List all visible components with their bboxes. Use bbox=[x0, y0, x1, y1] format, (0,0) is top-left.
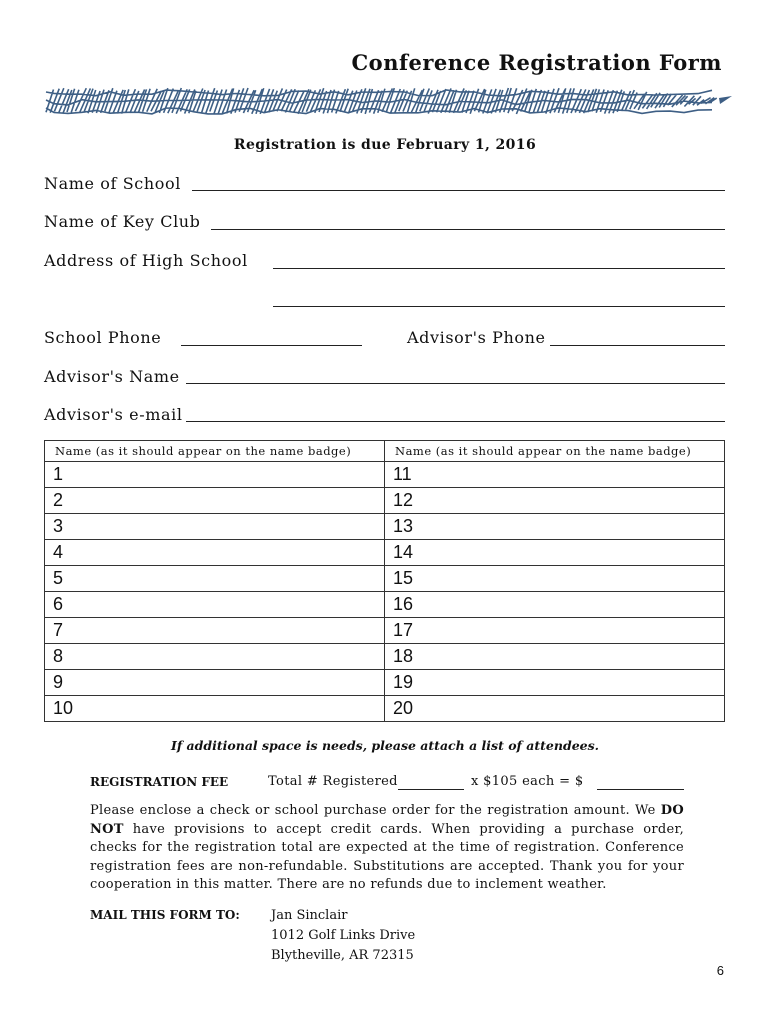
attendee-cell[interactable]: 15 bbox=[385, 566, 725, 592]
form-title: Conference Registration Form bbox=[351, 50, 722, 75]
mailing-address bbox=[271, 906, 415, 966]
mail-to-label: MAIL THIS FORM TO: bbox=[90, 908, 240, 922]
table-row bbox=[45, 514, 725, 540]
due-date-notice: Registration is due February 1, 2016 bbox=[233, 137, 537, 153]
scribble-stroke bbox=[46, 88, 717, 114]
right-column-header: Name (as it should appear on the name badge) bbox=[385, 441, 725, 462]
fee-multiplier-text: x $105 each = $ bbox=[471, 774, 584, 789]
total-registered-line[interactable] bbox=[398, 789, 464, 790]
attendee-cell[interactable]: 11 bbox=[385, 462, 725, 488]
table-row bbox=[45, 462, 725, 488]
attendee-cell[interactable]: 18 bbox=[385, 644, 725, 670]
total-registered-label: Total # Registered bbox=[268, 774, 398, 789]
table-row bbox=[45, 540, 725, 566]
attendee-cell[interactable]: 2 bbox=[45, 488, 385, 514]
attendee-names-table bbox=[44, 440, 725, 722]
table-row bbox=[45, 696, 725, 722]
mail-street: 1012 Golf Links Drive bbox=[271, 928, 416, 943]
left-column-header: Name (as it should appear on the name badge) bbox=[45, 441, 385, 462]
attendee-cell[interactable]: 5 bbox=[45, 566, 385, 592]
registration-fee-label: REGISTRATION FEE bbox=[90, 775, 229, 789]
address-line-1[interactable] bbox=[273, 268, 725, 269]
attendee-cell[interactable]: 19 bbox=[385, 670, 725, 696]
table-row bbox=[45, 566, 725, 592]
mail-recipient-name: Jan Sinclair bbox=[271, 908, 348, 923]
school-phone-label: School Phone bbox=[44, 328, 162, 347]
advisor-email-line[interactable] bbox=[186, 421, 725, 422]
address-label: Address of High School bbox=[44, 251, 248, 270]
table-row bbox=[45, 618, 725, 644]
advisor-email-label: Advisor's e-mail bbox=[44, 405, 183, 424]
address-line-2[interactable] bbox=[273, 306, 725, 307]
attendee-cell[interactable]: 3 bbox=[45, 514, 385, 540]
key-club-label: Name of Key Club bbox=[44, 212, 201, 231]
payment-text-1: Please enclose a check or school purchase order for the registration amount. We bbox=[90, 803, 661, 818]
page-number: 6 bbox=[716, 963, 724, 978]
attendee-cell[interactable]: 9 bbox=[45, 670, 385, 696]
attendee-cell[interactable]: 17 bbox=[385, 618, 725, 644]
table-row bbox=[45, 592, 725, 618]
advisor-phone-label: Advisor's Phone bbox=[407, 328, 546, 347]
attendee-cell[interactable]: 20 bbox=[385, 696, 725, 722]
table-row bbox=[45, 670, 725, 696]
decorative-scribble-banner bbox=[44, 84, 734, 118]
key-club-line[interactable] bbox=[211, 229, 725, 230]
attendee-cell[interactable]: 1 bbox=[45, 462, 385, 488]
fee-total-line[interactable] bbox=[597, 789, 684, 790]
attendee-cell[interactable]: 4 bbox=[45, 540, 385, 566]
attendee-cell[interactable]: 8 bbox=[45, 644, 385, 670]
payment-instructions bbox=[90, 802, 684, 895]
advisor-phone-line[interactable] bbox=[550, 345, 725, 346]
table-row bbox=[45, 488, 725, 514]
payment-text-2: have provisions to accept credit cards. When providing a purchase order, checks for the registration total are expected at the time of registration. Conference registration fees are non-refundable. Substitutions are accepted. Thank you for your cooperation in this matter. There are no refunds due to inclement weather. bbox=[90, 821, 684, 892]
school-name-label: Name of School bbox=[44, 174, 181, 193]
attendee-cell[interactable]: 16 bbox=[385, 592, 725, 618]
attendee-cell[interactable]: 13 bbox=[385, 514, 725, 540]
attendee-cell[interactable]: 10 bbox=[45, 696, 385, 722]
school-phone-line[interactable] bbox=[181, 345, 362, 346]
advisor-name-label: Advisor's Name bbox=[44, 367, 180, 386]
attendee-cell[interactable]: 6 bbox=[45, 592, 385, 618]
payment-text-emphasis: DO NOT bbox=[90, 803, 684, 837]
advisor-name-line[interactable] bbox=[186, 383, 725, 384]
school-name-line[interactable] bbox=[192, 190, 725, 191]
attendee-cell[interactable]: 12 bbox=[385, 488, 725, 514]
attendee-cell[interactable]: 7 bbox=[45, 618, 385, 644]
mail-city: Blytheville, AR 72315 bbox=[271, 948, 414, 963]
attendee-cell[interactable]: 14 bbox=[385, 540, 725, 566]
additional-space-note: If additional space is needs, please attach a list of attendees. bbox=[170, 738, 600, 753]
table-row bbox=[45, 644, 725, 670]
